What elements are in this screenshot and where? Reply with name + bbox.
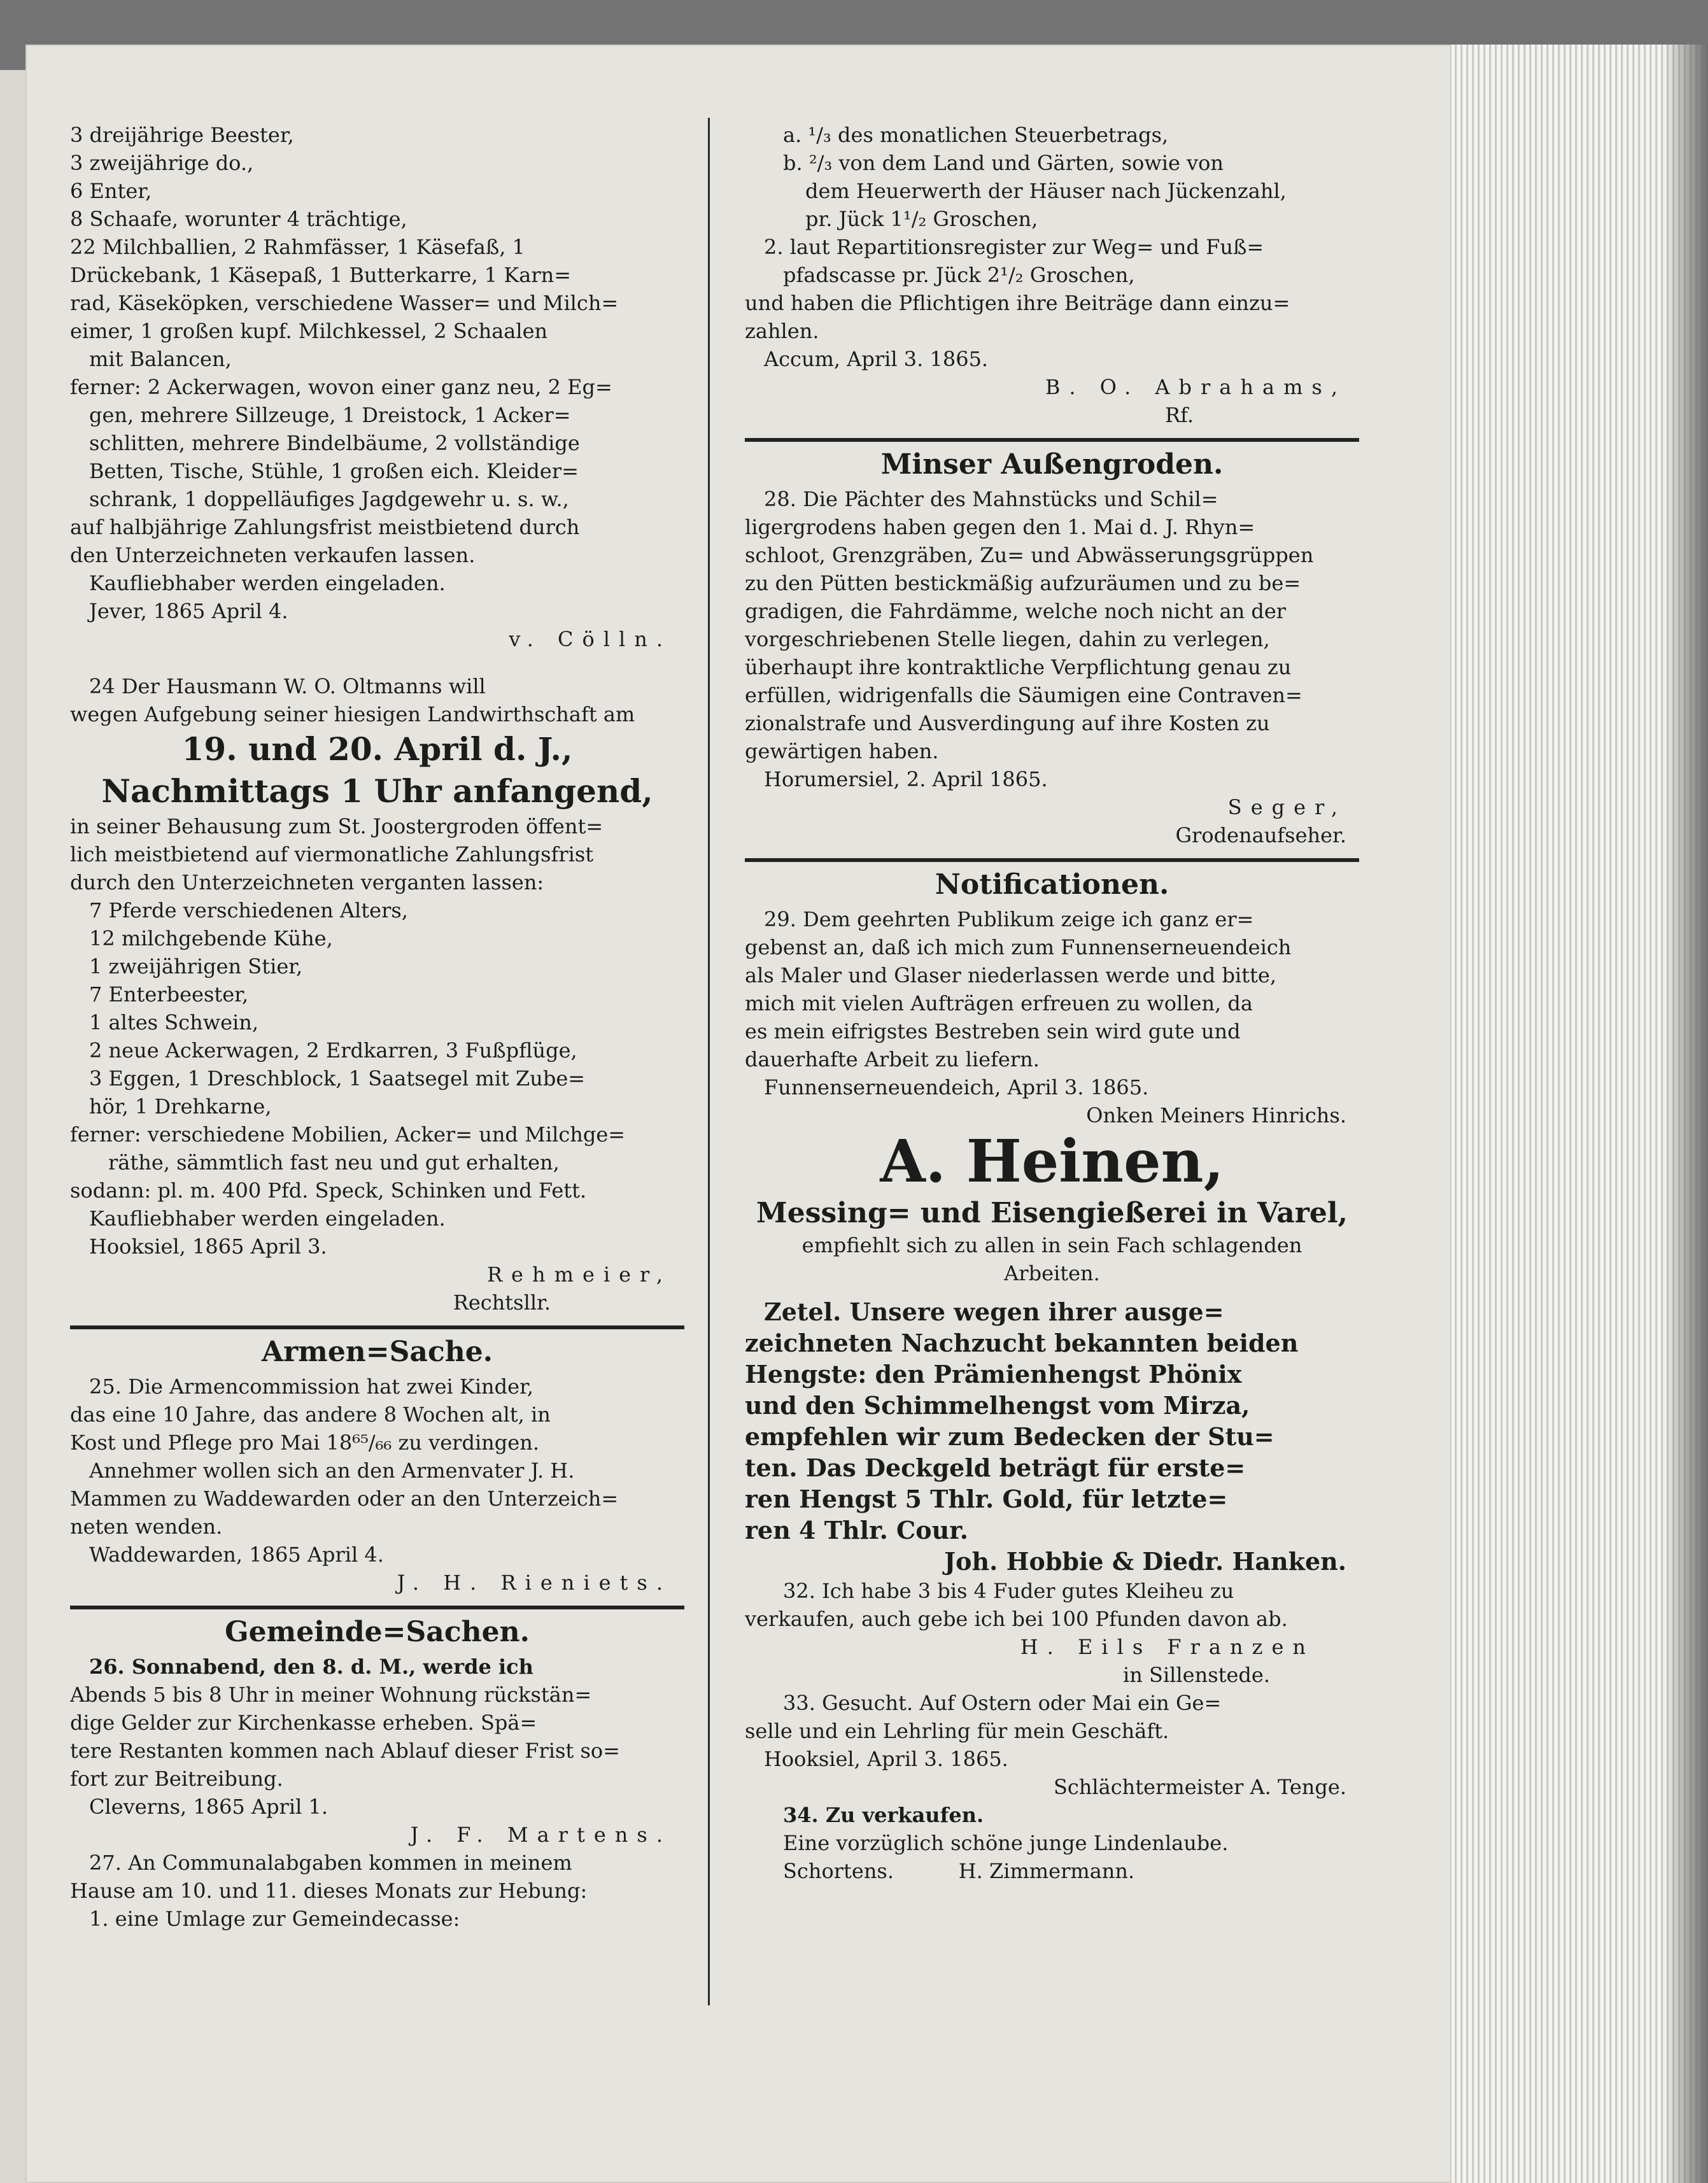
advert-line: Hengste: den Prämienhengst Phönix: [745, 1360, 1242, 1388]
text-line: vorgeschriebenen Stelle liegen, dahin zu verlegen,: [745, 627, 1270, 651]
text-line: Eine vorzüglich schöne junge Lindenlaube.: [783, 1831, 1229, 1855]
text-line: den Unterzeichneten verkaufen lassen.: [70, 543, 476, 567]
text-line: gen, mehrere Sillzeuge, 1 Dreistock, 1 Acker=: [89, 403, 571, 427]
text-line: rad, Käseköpken, verschiedene Wasser= und Milch=: [70, 291, 619, 315]
text-line: 1. eine Umlage zur Gemeindecasse:: [89, 1907, 460, 1931]
section-divider: [745, 438, 1359, 442]
text-line: dem Heuerwerth der Häuser nach Jückenzahl,: [805, 179, 1287, 203]
text-line: Hause am 10. und 11. dieses Monats zur Hebung:: [70, 1879, 588, 1903]
advert-line: Zetel. Unsere wegen ihrer ausge=: [764, 1297, 1224, 1326]
text-line: zionalstrafe und Ausverdingung auf ihre Kosten zu: [745, 711, 1270, 735]
text-line: schloot, Grenzgräben, Zu= und Abwässerungsgrüppen: [745, 543, 1314, 567]
text-line: pr. Jück 1¹/₂ Groschen,: [805, 207, 1038, 231]
text-line: Annehmer wollen sich an den Armenvater J. H.: [89, 1459, 575, 1483]
advert-line: und den Schimmelhengst vom Mirza,: [745, 1391, 1250, 1420]
signature: v. Cölln.: [509, 627, 672, 651]
text-line: Kaufliebhaber werden eingeladen.: [89, 571, 446, 595]
text-line: 27. An Communalabgaben kommen in meinem: [89, 1851, 572, 1875]
text-line: Schortens. H. Zimmermann.: [783, 1859, 1135, 1883]
text-line: b. ²/₃ von dem Land und Gärten, sowie von: [783, 151, 1224, 175]
text-line: als Maler und Glaser niederlassen werde und bitte,: [745, 963, 1276, 987]
section-divider: [70, 1606, 684, 1609]
place-date: Waddewarden, 1865 April 4.: [89, 1543, 384, 1567]
place-date: Funnenserneuendeich, April 3. 1865.: [764, 1075, 1149, 1099]
text-line: lich meistbietend auf viermonatliche Zahlungsfrist: [70, 842, 594, 866]
text-line: ferner: 2 Ackerwagen, wovon einer ganz neu, 2 Eg=: [70, 375, 612, 399]
firm-name: A. Heinen,: [880, 1127, 1224, 1196]
book-page-edges: [1451, 45, 1708, 2183]
text-line: 26. Sonnabend, den 8. d. M., werde ich: [89, 1655, 533, 1679]
text-line: zahlen.: [745, 319, 819, 343]
text-line: sodann: pl. m. 400 Pfd. Speck, Schinken und Fett.: [70, 1178, 587, 1203]
text-line: erfüllen, widrigenfalls die Säumigen eine Contraven=: [745, 683, 1302, 707]
list-item: 7 Enterbeester,: [89, 982, 249, 1007]
text-line: 25. Die Armencommission hat zwei Kinder,: [89, 1374, 534, 1399]
text-line: Drückebank, 1 Käsepaß, 1 Butterkarre, 1 Karn=: [70, 263, 572, 287]
section-heading: Armen=Sache.: [261, 1336, 493, 1368]
signature-title: Grodenaufseher.: [1175, 823, 1346, 847]
text-line: in seiner Behausung zum St. Joostergroden öffent=: [70, 814, 603, 838]
notice-25: [70, 1373, 684, 1597]
section-divider: [745, 858, 1359, 862]
text-line: Abends 5 bis 8 Uhr in meiner Wohnung rückstän=: [70, 1683, 592, 1707]
signature: H. Eils Franzen: [1020, 1635, 1315, 1659]
list-item: 2 neue Ackerwagen, 2 Erdkarren, 3 Fußpflüge,: [89, 1038, 577, 1063]
left-column: [70, 121, 684, 1933]
section-heading: Notificationen.: [935, 868, 1169, 901]
text-line: empfiehlt sich zu allen in sein Fach schlagenden: [801, 1233, 1302, 1257]
text-line: gradigen, die Fahrdämme, welche noch nicht an der: [745, 599, 1287, 623]
text-line: tere Restanten kommen nach Ablauf dieser Frist so=: [70, 1739, 620, 1763]
notice-27: [70, 1849, 684, 1933]
text-line: 22 Milchballien, 2 Rahmfässer, 1 Käsefaß, 1: [70, 235, 525, 259]
notice-29: [745, 905, 1359, 1129]
advert-stallions: [745, 1296, 1359, 1577]
text-line: 33. Gesucht. Auf Ostern oder Mai ein Ge=: [783, 1691, 1222, 1715]
text-line: es mein eifrigstes Bestreben sein wird gute und: [745, 1019, 1241, 1043]
text-line: und haben die Pflichtigen ihre Beiträge dann einzu=: [745, 291, 1290, 315]
auction-date: 19. und 20. April d. J.,: [181, 730, 573, 768]
text-line: fort zur Beitreibung.: [70, 1767, 283, 1791]
list-item: 3 Eggen, 1 Dreschblock, 1 Saatsegel mit Zube=: [89, 1066, 586, 1091]
list-item: hör, 1 Drehkarne,: [89, 1094, 272, 1119]
signature-title: Rechtsllr.: [453, 1290, 551, 1315]
firm-subtitle: Messing= und Eisengießerei in Varel,: [756, 1197, 1348, 1229]
text-line: durch den Unterzeichneten verganten lassen:: [70, 870, 544, 894]
advert-heinen: [745, 1129, 1359, 1287]
text-line: überhaupt ihre kontraktliche Verpflichtung genau zu: [745, 655, 1292, 679]
signature: Seger,: [1227, 795, 1346, 819]
signature-place: in Sillenstede.: [1123, 1663, 1270, 1687]
text-line: ferner: verschiedene Mobilien, Acker= und Milchge=: [70, 1122, 626, 1147]
text-line: 29. Dem geehrten Publikum zeige ich ganz er=: [764, 907, 1254, 931]
text-line: schlitten, mehrere Bindelbäume, 2 vollständige: [89, 431, 580, 455]
text-line: zu den Pütten bestickmäßig aufzuräumen und zu be=: [745, 571, 1301, 595]
text-line: 28. Die Pächter des Mahnstücks und Schil=: [764, 487, 1218, 511]
section-heading: Gemeinde=Sachen.: [225, 1616, 530, 1648]
text-line: schrank, 1 doppelläufiges Jagdgewehr u. s. w.,: [89, 487, 569, 511]
column-divider: [708, 118, 710, 2005]
notice-24: [70, 672, 684, 1317]
place-date: Jever, 1865 April 4.: [89, 599, 288, 623]
notice-23-items: [70, 121, 684, 653]
text-line: 6 Enter,: [70, 179, 152, 203]
text-line: mit Balancen,: [89, 347, 232, 371]
text-line: Mammen zu Waddewarden oder an den Unterzeich=: [70, 1487, 619, 1511]
text-line: eimer, 1 großen kupf. Milchkessel, 2 Schaalen: [70, 319, 548, 343]
text-line: dige Gelder zur Kirchenkasse erheben. Spä=: [70, 1711, 537, 1735]
text-line: gewärtigen haben.: [745, 739, 939, 763]
text-line: 24 Der Hausmann W. O. Oltmanns will: [89, 674, 486, 698]
text-line: auf halbjährige Zahlungsfrist meistbietend durch: [70, 515, 580, 539]
place-date: Hooksiel, April 3. 1865.: [764, 1747, 1008, 1771]
text-line: dauerhafte Arbeit zu liefern.: [745, 1047, 1040, 1071]
list-item: 1 altes Schwein,: [89, 1010, 259, 1035]
section-heading: Minser Außengroden.: [880, 448, 1224, 481]
text-line: ligergrodens haben gegen den 1. Mai d. J. Rhyn=: [745, 515, 1255, 539]
list-item: 12 milchgebende Kühe,: [89, 926, 333, 950]
advert-line: zeichneten Nachzucht bekannten beiden: [745, 1329, 1299, 1357]
advert-line: ren 4 Thlr. Cour.: [745, 1516, 969, 1544]
text-line: Betten, Tische, Stühle, 1 großen eich. Kleider=: [89, 459, 579, 483]
text-line: neten wenden.: [70, 1515, 223, 1539]
signature: Schlächtermeister A. Tenge.: [1053, 1775, 1346, 1799]
right-column: [745, 121, 1359, 1885]
text-line: 34. Zu verkaufen.: [783, 1803, 984, 1827]
notice-32: [745, 1577, 1359, 1689]
previous-page-edge: [0, 70, 27, 2183]
signature: J. F. Martens.: [410, 1823, 672, 1847]
notice-27-continued: [745, 121, 1359, 429]
advert-signature: Joh. Hobbie & Diedr. Hanken.: [944, 1547, 1346, 1576]
text-line: 2. laut Repartitionsregister zur Weg= und Fuß=: [764, 235, 1264, 259]
text-line: das eine 10 Jahre, das andere 8 Wochen alt, in: [70, 1402, 551, 1427]
signature: B. O. Abrahams,: [1045, 375, 1346, 399]
text-line: wegen Aufgebung seiner hiesigen Landwirthschaft am: [70, 702, 635, 726]
signature: J. H. Rieniets.: [397, 1571, 672, 1595]
notice-28: [745, 485, 1359, 849]
advert-line: ten. Das Deckgeld beträgt für erste=: [745, 1453, 1246, 1482]
place-date: Cleverns, 1865 April 1.: [89, 1795, 328, 1819]
text-line: pfadscasse pr. Jück 2¹/₂ Groschen,: [783, 263, 1135, 287]
text-line: gebenst an, daß ich mich zum Funnenserneuendeich: [745, 935, 1292, 959]
text-line: Arbeiten.: [1004, 1261, 1100, 1285]
text-line: Kost und Pflege pro Mai 18⁶⁵/₆₆ zu verdingen.: [70, 1431, 539, 1455]
notice-33: [745, 1689, 1359, 1801]
list-item: 1 zweijährigen Stier,: [89, 954, 303, 978]
signature: Onken Meiners Hinrichs.: [1086, 1103, 1346, 1127]
signature: Rehmeier,: [486, 1262, 672, 1287]
advert-line: ren Hengst 5 Thlr. Gold, für letzte=: [745, 1485, 1228, 1513]
notice-26: [70, 1653, 684, 1849]
list-item: 7 Pferde verschiedenen Alters,: [89, 898, 408, 922]
text-line: 3 zweijährige do.,: [70, 151, 254, 175]
text-line: 3 dreijährige Beester,: [70, 123, 294, 147]
place-date: Hooksiel, 1865 April 3.: [89, 1234, 327, 1259]
text-line: 8 Schaafe, worunter 4 trächtige,: [70, 207, 407, 231]
notice-34: [745, 1801, 1359, 1885]
text-line: mich mit vielen Aufträgen erfreuen zu wollen, da: [745, 991, 1253, 1015]
section-divider: [70, 1325, 684, 1329]
text-line: verkaufen, auch gebe ich bei 100 Pfunden davon ab.: [745, 1607, 1288, 1631]
place-date: Horumersiel, 2. April 1865.: [764, 767, 1048, 791]
text-line: selle und ein Lehrling für mein Geschäft.: [745, 1719, 1169, 1743]
advert-line: empfehlen wir zum Bedecken der Stu=: [745, 1422, 1274, 1451]
text-line: Kaufliebhaber werden eingeladen.: [89, 1206, 446, 1231]
auction-time: Nachmittags 1 Uhr anfangend,: [101, 772, 653, 810]
text-line: a. ¹/₃ des monatlichen Steuerbetrags,: [783, 123, 1169, 147]
place-date: Accum, April 3. 1865.: [764, 347, 989, 371]
text-line: räthe, sämmtlich fast neu und gut erhalten,: [108, 1150, 560, 1175]
signature-title: Rf.: [1165, 403, 1194, 427]
text-line: 32. Ich habe 3 bis 4 Fuder gutes Kleiheu zu: [783, 1579, 1234, 1603]
